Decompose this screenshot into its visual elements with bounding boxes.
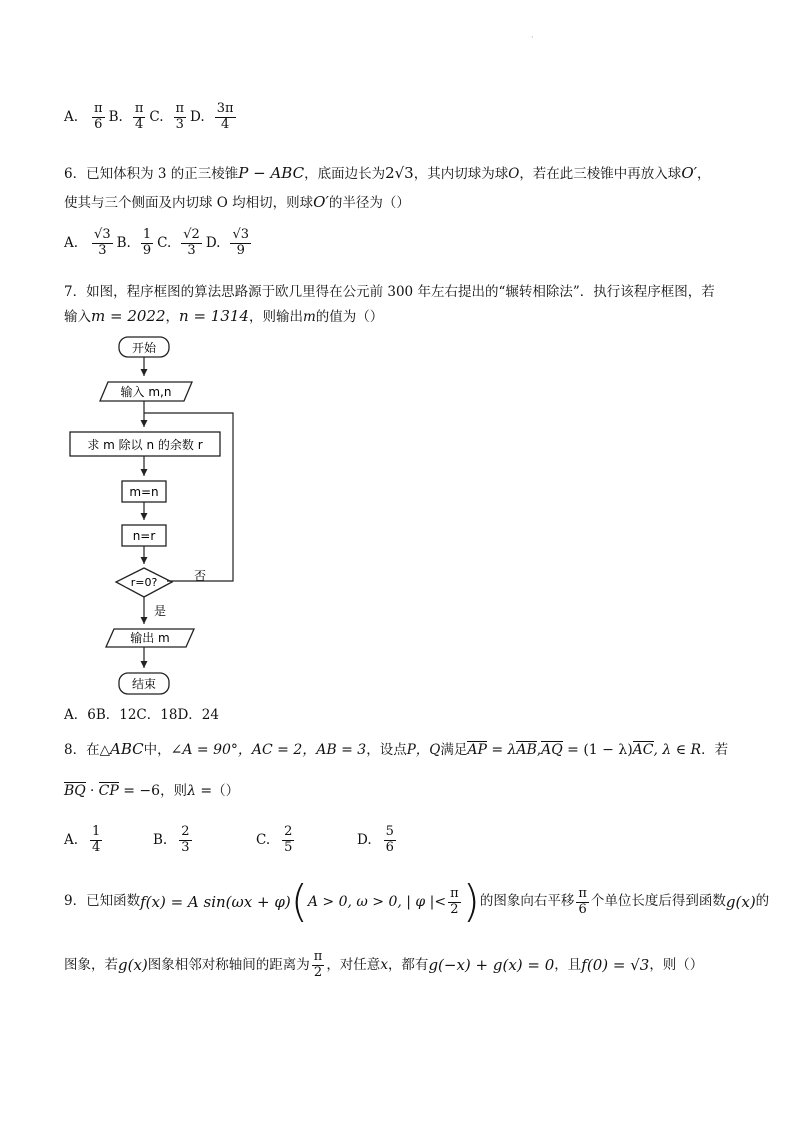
q5-option-c-fraction: $\frac{\pi}{3}$	[175, 101, 185, 132]
q8-option-c: C. $\frac{2}{5}$	[256, 824, 293, 855]
q5-option-d-label: D.	[190, 108, 205, 125]
flow-assign-n-text: n=r	[132, 529, 156, 543]
flow-yes-label: 是	[154, 604, 167, 618]
q5-option-b-fraction: $\frac{\pi}{4}$	[134, 101, 144, 132]
q6-line1: 6．已知体积为 3 的正三棱锥P − ABC，底面边长为2√3，其内切球为球O，若在此三棱锥中再放入球O′，	[64, 164, 711, 182]
q5-option-c-label: C.	[149, 108, 164, 125]
q8-option-d: D. $\frac{5}{6}$	[357, 824, 394, 855]
q8-line1: 8．在△ABC中，∠A = 90°，AC = 2，AB = 3，设点P，Q满足AP = λAB,AQ = (1 − λ)AC, λ ∈ R．若	[64, 740, 729, 758]
q7-line2: 输入m = 2022，n = 1314，则输出m的值为（）	[64, 307, 384, 325]
q7-options: A．6B．12C．18D．24	[64, 707, 219, 723]
flow-remainder-text: 求 m 除以 n 的余数 r	[87, 438, 203, 452]
q5-options	[64, 102, 238, 133]
q5-option-d-fraction: $\frac{3\pi}{4}$	[216, 101, 234, 132]
q6-option-b-fraction: $\frac{1}{9}$	[142, 227, 152, 258]
q5-option-a-fraction: $\frac{\pi}{6}$	[94, 101, 103, 132]
q9-line2: 图象，若 g(x) 图象相邻对称轴间的距离为 $\frac{\pi}{2}$ ，对任意 x ，都有 g(−x) + g(x) = 0 ，且 f(0) = √3 ，则（）	[64, 949, 704, 980]
flow-start-text: 开始	[131, 341, 157, 355]
q6-options	[64, 228, 253, 259]
flow-end-text: 结束	[131, 677, 157, 691]
q6-line2: 使其与三个侧面及内切球 O 均相切，则球O′的半径为（）	[64, 193, 410, 211]
flow-no-label: 否	[193, 569, 207, 583]
q5-option-b-label: B.	[108, 108, 123, 125]
q8-option-a: A. $\frac{1}{4}$	[64, 824, 101, 855]
q6-option-b-label: B.	[116, 234, 131, 251]
q8-option-b: B. $\frac{2}{3}$	[153, 824, 190, 855]
q7-line1: 7．如图，程序框图的算法思路源于欧几里得在公元前 300 年左右提出的“辗转相除法”．执行该程序框图，若	[64, 284, 715, 300]
flowchart	[60, 330, 250, 700]
page-mark: ·	[531, 33, 534, 42]
flow-decision-text: r=0?	[130, 576, 158, 589]
q9-line1: 9．已知函数 f(x) = A sin(ωx + φ) ( A > 0, ω > 0, | φ |< $\frac{\pi}{2}$ ) 的图象向右平移 $\frac{\pi}{6}$ 个单位长度后得到函数 g(x) 的	[64, 876, 770, 927]
q6-option-a-label: A.	[64, 234, 79, 251]
q6-option-d-label: D.	[205, 234, 221, 251]
q6-option-c-fraction: $\frac{√2}{3}$	[183, 227, 200, 258]
q6-option-c-label: C.	[157, 234, 172, 251]
q8-line2: BQ · CP = −6，则λ =（）	[64, 783, 240, 799]
flow-output-text: 输出 m	[130, 631, 170, 645]
flow-input-text: 输入 m,n	[120, 385, 172, 399]
q6-option-a-fraction: $\frac{√3}{3}$	[94, 227, 111, 258]
q6-option-d-fraction: $\frac{√3}{9}$	[232, 227, 250, 258]
flow-assign-m-text: m=n	[129, 485, 159, 499]
q5-option-a-label: A.	[64, 108, 79, 125]
